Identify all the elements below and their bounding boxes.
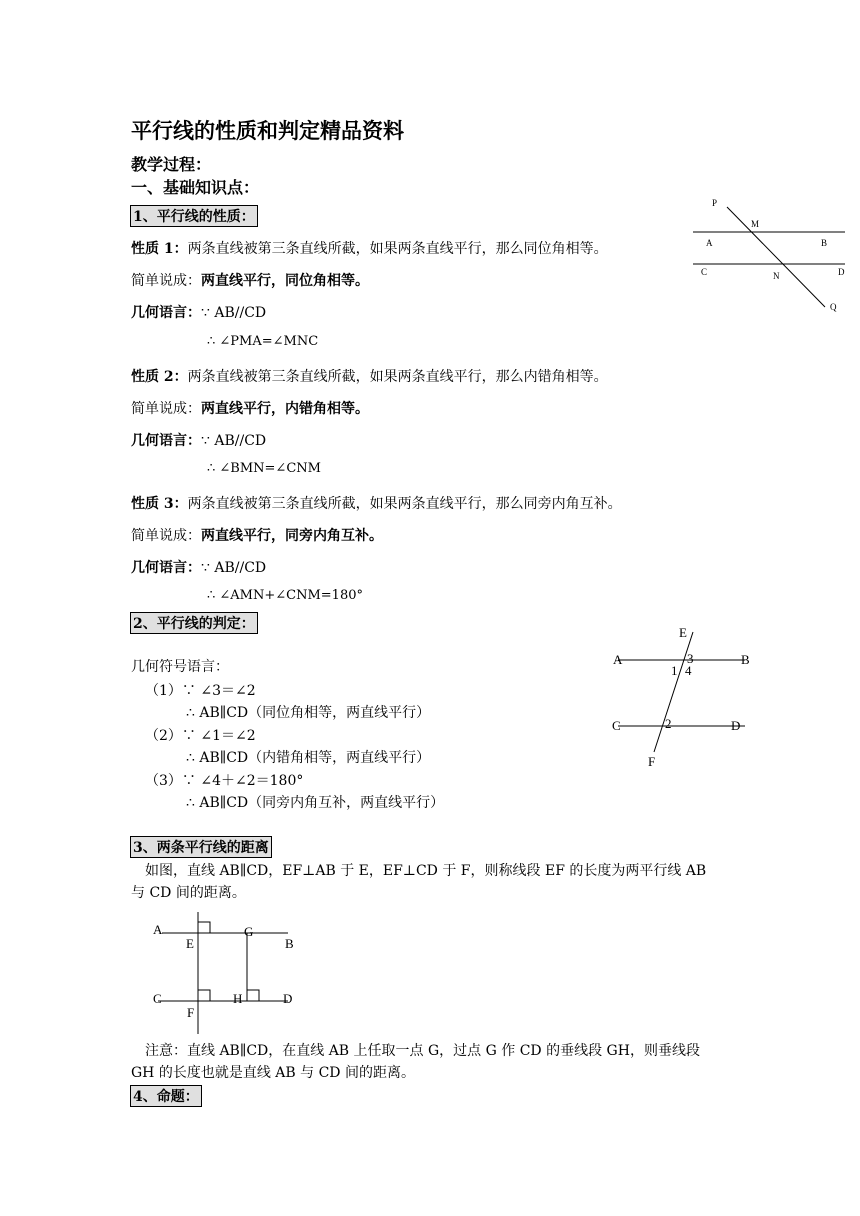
label-n: N [773, 271, 780, 281]
note-text-1: 注意：直线 AB∥CD，在直线 AB 上任取一点 G，过点 G 作 CD 的垂线段 GH，则垂线段 [145, 1043, 700, 1059]
label-p: P [712, 198, 718, 208]
label-e: E [679, 625, 687, 640]
label-a: A [613, 652, 623, 667]
simple-text: 两直线平行，内错角相等。 [201, 401, 369, 417]
judge-line-6: ∴ AB∥CD（同旁内角互补，两直线平行） [186, 795, 445, 811]
label-e: E [186, 936, 194, 951]
subheading-distance: 3、两条平行线的距离 [130, 836, 272, 858]
teaching-process-heading: 教学过程： [131, 155, 212, 174]
simple-label: 简单说成： [131, 401, 201, 417]
symbol-language-label: 几何符号语言： [131, 659, 229, 675]
geo-because: ∵ AB//CD [201, 433, 267, 449]
property-1-label: 性质 1： [131, 241, 188, 257]
label-a: A [153, 922, 163, 937]
property-1-geo [131, 302, 266, 322]
subheading-judgement: 2、平行线的判定： [130, 612, 258, 634]
geo-label: 几何语言： [131, 560, 201, 576]
label-d: D [283, 991, 293, 1006]
figure-distance [148, 910, 308, 1038]
label-d: D [838, 267, 845, 277]
label-c: C [153, 991, 162, 1006]
judge-line-3: （2）∵ ∠1＝∠2 [145, 728, 256, 744]
subheading-proposition: 4、命题： [130, 1085, 202, 1107]
simple-label: 简单说成： [131, 273, 201, 289]
judge-line-5: （3）∵ ∠4＋∠2＝180° [145, 773, 304, 789]
simple-text: 两直线平行，同位角相等。 [201, 273, 369, 289]
property-2-geo [131, 430, 266, 450]
property-1-simple [131, 270, 369, 290]
property-2 [131, 366, 608, 386]
label-b: B [741, 652, 750, 667]
label-q: Q [830, 302, 837, 312]
property-3 [131, 493, 622, 513]
property-1-text: 两条直线被第三条直线所截，如果两条直线平行，那么同位角相等。 [187, 241, 608, 257]
geo-label: 几何语言： [131, 305, 201, 321]
label-f: F [648, 754, 656, 769]
page-title: 平行线的性质和判定精品资料 [131, 118, 404, 143]
label-m: M [751, 219, 760, 229]
geo-label: 几何语言： [131, 433, 201, 449]
property-2-text: 两条直线被第三条直线所截，如果两条直线平行，那么内错角相等。 [187, 369, 608, 385]
property-2-simple [131, 398, 369, 418]
distance-text-1: 如图，直线 AB∥CD，EF⊥AB 于 E，EF⊥CD 于 F，则称线段 EF 的长度为两平行线 AB [145, 863, 707, 879]
property-1-therefore: ∴ ∠PMA=∠MNC [207, 334, 319, 349]
label-angle-3: 3 [687, 651, 694, 666]
label-b: B [821, 238, 828, 248]
simple-text: 两直线平行，同旁内角互补。 [201, 528, 383, 544]
property-3-geo [131, 557, 266, 577]
geo-because: ∵ AB//CD [201, 560, 267, 576]
label-c: C [612, 718, 621, 733]
label-d: D [731, 718, 741, 733]
figure-judgement [605, 620, 765, 770]
label-b: B [285, 936, 294, 951]
property-3-therefore: ∴ ∠AMN+∠CNM=180° [207, 588, 363, 603]
property-3-label: 性质 3： [131, 496, 188, 512]
label-c: C [701, 267, 708, 277]
label-a: A [706, 238, 713, 248]
distance-text-2: 与 CD 间的距离。 [131, 885, 246, 901]
property-2-label: 性质 2： [131, 369, 188, 385]
property-2-therefore: ∴ ∠BMN=∠CNM [207, 461, 321, 476]
property-1 [131, 238, 608, 258]
label-f: F [187, 1005, 195, 1020]
label-angle-4: 4 [685, 663, 692, 678]
label-angle-2: 2 [665, 716, 672, 731]
simple-label: 简单说成： [131, 528, 201, 544]
judge-line-4: ∴ AB∥CD（内错角相等，两直线平行） [186, 750, 431, 766]
note-text-2: GH 的长度也就是直线 AB 与 CD 间的距离。 [131, 1065, 415, 1081]
label-h: H [233, 991, 243, 1006]
label-angle-1: 1 [671, 663, 678, 678]
property-3-simple [131, 525, 383, 545]
section-heading-basics: 一、基础知识点： [131, 178, 260, 197]
subheading-properties: 1、平行线的性质： [130, 205, 258, 227]
judge-line-1: （1）∵ ∠3＝∠2 [145, 683, 256, 699]
geo-because: ∵ AB//CD [201, 305, 267, 321]
figure-parallel-transversal [690, 195, 850, 320]
property-3-text: 两条直线被第三条直线所截，如果两条直线平行，那么同旁内角互补。 [187, 496, 622, 512]
label-g: G [244, 924, 254, 939]
judge-line-2: ∴ AB∥CD（同位角相等，两直线平行） [186, 705, 431, 721]
